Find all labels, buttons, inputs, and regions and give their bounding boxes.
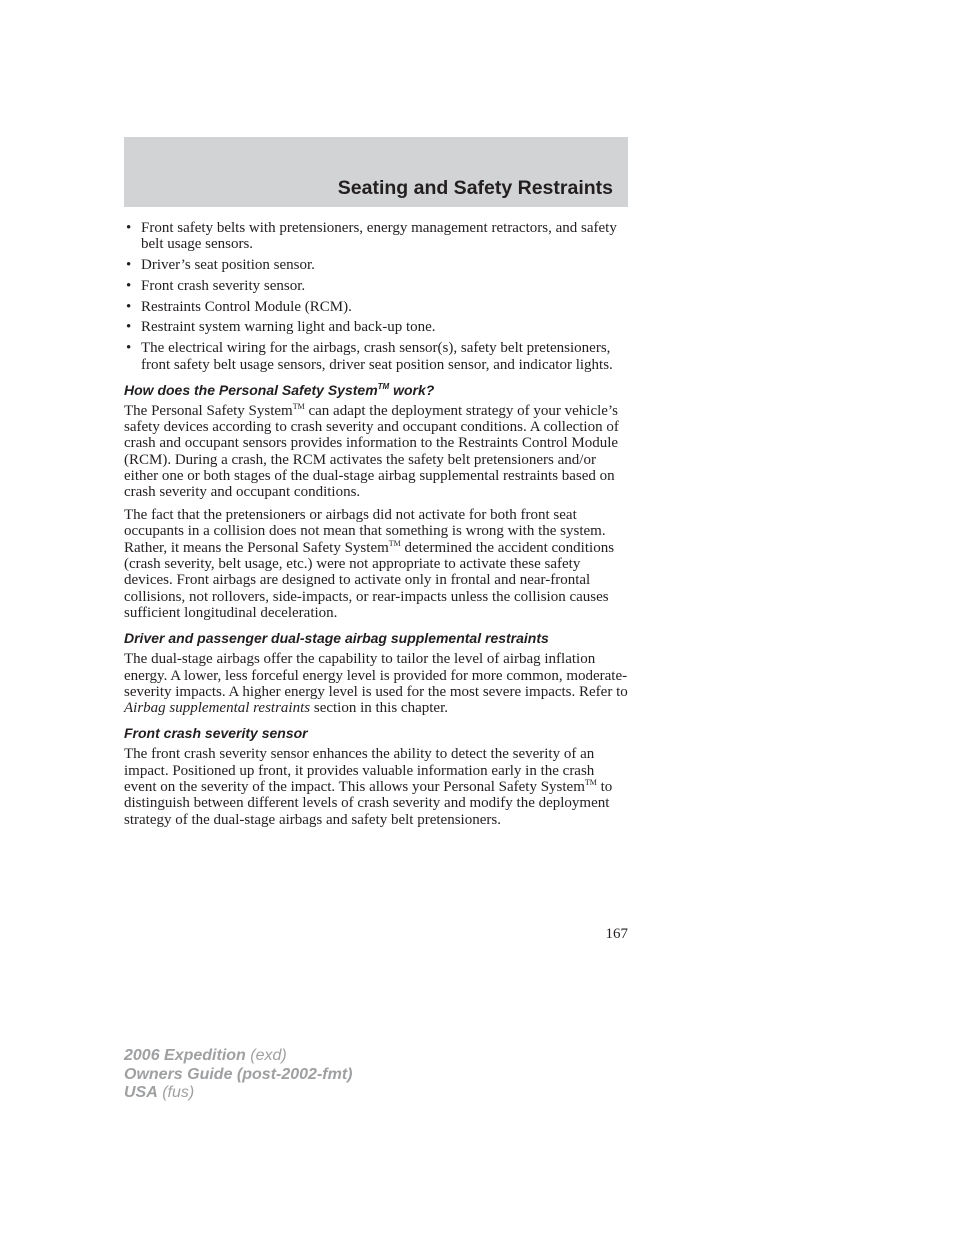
footer-code: (fus) (157, 1084, 195, 1101)
list-item-text: Driver’s seat position sensor. (141, 257, 315, 274)
trademark-icon: TM (584, 778, 597, 788)
component-list (124, 220, 629, 373)
heading-text: How does the Personal Safety System (124, 381, 378, 398)
heading-front-crash-severity-sensor: Front crash severity sensor (124, 725, 308, 742)
cross-reference: Airbag supplemental restraints (124, 700, 311, 717)
heading-text: work? (389, 381, 435, 398)
list-item-text: Front crash severity sensor. (141, 277, 306, 294)
heading-personal-safety-system (124, 382, 629, 398)
bullet-icon: • (126, 277, 132, 294)
footer-line (124, 1047, 352, 1066)
paragraph-text: The front crash severity sensor enhances the ability to detect the severity of an impact. Positioned up front, it provides valuable information early in the crash event on the severity of the impact. This allows your Personal Safety System (124, 746, 595, 796)
trademark-icon: TM (377, 381, 390, 391)
section-title: Seating and Safety Restraints (337, 177, 613, 199)
bullet-icon: • (126, 257, 132, 274)
bullet-icon: • (126, 220, 132, 236)
footer-model: 2006 Expedition (124, 1047, 246, 1064)
paragraph-text: to distinguish between different levels of crash severity and modify the deployment strategy of the dual-stage airbags and safety belt pretensioners. (124, 779, 613, 828)
trademark-icon: TM (388, 538, 401, 548)
footer-line (124, 1066, 352, 1085)
list-item (124, 299, 629, 315)
page-number: 167 (605, 926, 628, 942)
footer-code: (exd) (245, 1047, 287, 1064)
paragraph-text: The Personal Safety System (124, 402, 293, 419)
list-item-text: Front safety belts with pretensioners, energy management retractors, and safety belt usage sensors. (141, 220, 617, 253)
trademark-icon: TM (292, 401, 305, 411)
list-item-text: Restraints Control Module (RCM). (141, 298, 352, 315)
footer-market: USA (124, 1084, 158, 1101)
paragraph (124, 651, 629, 716)
paragraph-text: section in this chapter. (310, 700, 448, 717)
paragraph-text: The dual-stage airbags offer the capability to tailor the level of airbag inflation energy. A lower, less forceful energy level is provided for more common, moderate-severity impacts. A higher energy level is used for the most severe impacts. Refer to (124, 651, 628, 700)
paragraph-text: The fact that the pretensioners or airbags did not activate for both front seat occupants in a collision does not mean that something is wrong with the system. Rather, it means the Personal Safety System (124, 507, 606, 556)
paragraph-text: can adapt the deployment strategy of your vehicle’s safety devices according to crash severity and occupant conditions. A collection of crash and occupant sensors provides information to the Restraints Control Module (RCM). During a crash, the RCM activates the safety belt pretensioners and/or either one or both stages of the dual-stage airbag supplemental restraints based on crash severity and occupant conditions. (124, 402, 619, 501)
bullet-icon: • (126, 319, 132, 336)
list-item (124, 340, 629, 373)
bullet-icon: • (126, 298, 132, 315)
list-item-text: Restraint system warning light and back-up tone. (141, 319, 436, 336)
section-header-band (124, 137, 628, 207)
footer-line (124, 1084, 352, 1103)
paragraph-text: determined the accident conditions (crash severity, belt usage, etc.) were not appropriate to activate these safety devices. Front airbags are designed to activate only in frontal and near-frontal collisions, not rollovers, side-impacts, or rear-impacts unless the collision causes sufficient longitudinal deceleration. (124, 539, 615, 621)
list-item (124, 257, 629, 273)
list-item (124, 319, 629, 335)
paragraph (124, 746, 629, 827)
paragraph (124, 403, 629, 501)
page-content (124, 220, 629, 834)
list-item-text: The electrical wiring for the airbags, crash sensor(s), safety belt pretensioners, front safety belt usage sensors, driver seat position sensor, and indicator lights. (141, 340, 613, 373)
paragraph (124, 507, 629, 621)
bullet-icon: • (126, 340, 132, 357)
heading-dual-stage-airbags: Driver and passenger dual-stage airbag supplemental restraints (124, 630, 549, 647)
footer-guide: Owners Guide (post-2002-fmt) (124, 1065, 353, 1083)
list-item (124, 278, 629, 294)
list-item (124, 220, 629, 253)
document-footer (124, 1047, 352, 1103)
